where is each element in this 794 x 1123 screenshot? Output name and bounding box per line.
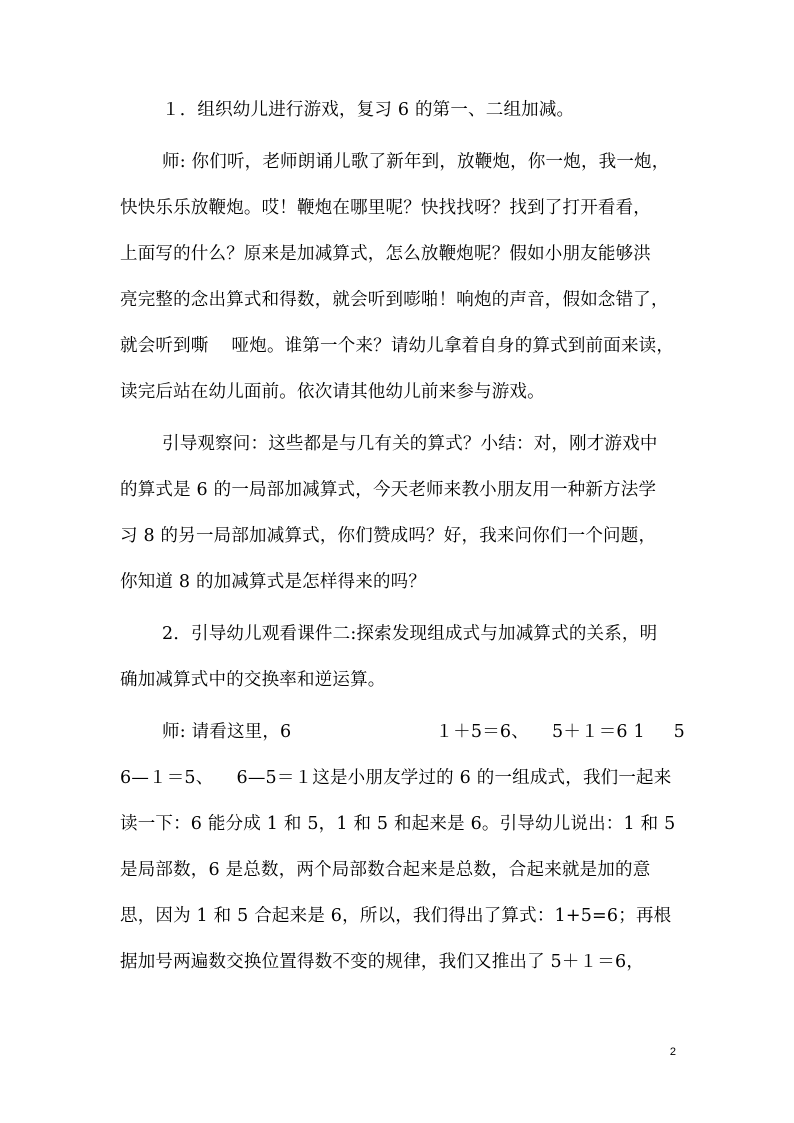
paragraph-2-line-2: 快快乐乐放鞭炮。哎！鞭炮在哪里呢？快找找呀？找到了打开看看，: [120, 198, 651, 218]
paragraph-3-line-1: 引导观察问：这些都是与几有关的算式？小结：对，刚才游戏中: [162, 434, 658, 454]
paragraph-3-line-3: 习 8 的另一局部加减算式，你们赞成吗？好，我来问你们一个问题，: [120, 526, 657, 546]
paragraph-2-line-1: 师: 你们听，老师朗诵儿歌了新年到，放鞭炮，你一炮，我一炮，: [162, 152, 670, 172]
paragraph-4-heading-line-1: 2．引导幼儿观看课件二:探索发现组成式与加减算式的关系，明: [162, 624, 658, 644]
paragraph-5-line-4: 是局部数，6 是总数，两个局部数合起来是总数，合起来就是加的意: [120, 860, 651, 880]
paragraph-1-heading: １．组织幼儿进行游戏，复习 6 的第一、二组加减。: [162, 100, 575, 120]
paragraph-3-line-4: 你知道 8 的加减算式是怎样得来的吗？: [120, 572, 427, 592]
paragraph-5-line-1: 师: 请看这里，6 １＋5＝6、 5＋１＝6 1 5: [162, 722, 685, 742]
paragraph-5-line-6: 据加号两遍数交换位置得数不变的规律，我们又推出了 5＋１＝6，: [120, 952, 645, 972]
paragraph-4-heading-line-2: 确加减算式中的交换率和逆运算。: [120, 670, 386, 690]
paragraph-5-line-5: 思，因为 1 和 5 合起来是 6，所以，我们得出了算式：1+5=6；再根: [120, 906, 672, 926]
paragraph-3-line-2: 的算式是 6 的一局部加减算式，今天老师来教小朋友用一种新方法学: [120, 480, 657, 500]
paragraph-5-line-2: 6—１＝5、 6—5＝１这是小朋友学过的 6 的一组成式，我们一起来: [120, 768, 672, 788]
paragraph-2-line-4: 亮完整的念出算式和得数，就会听到嘭啪！响炮的声音，假如念错了，: [120, 290, 669, 310]
page-number: 2: [669, 1046, 676, 1058]
paragraph-2-line-3: 上面写的什么？原来是加减算式，怎么放鞭炮呢？假如小朋友能够洪: [120, 244, 651, 264]
paragraph-2-line-6: 读完后站在幼儿面前。依次请其他幼儿前来参与游戏。: [120, 382, 545, 402]
paragraph-2-line-5: 就会听到嘶 哑炮。谁第一个来？请幼儿拿着自身的算式到前面来读，: [120, 336, 675, 356]
paragraph-5-line-3: 读一下：6 能分成 1 和 5，1 和 5 和起来是 6。引导幼儿说出：1 和 5: [120, 814, 676, 834]
